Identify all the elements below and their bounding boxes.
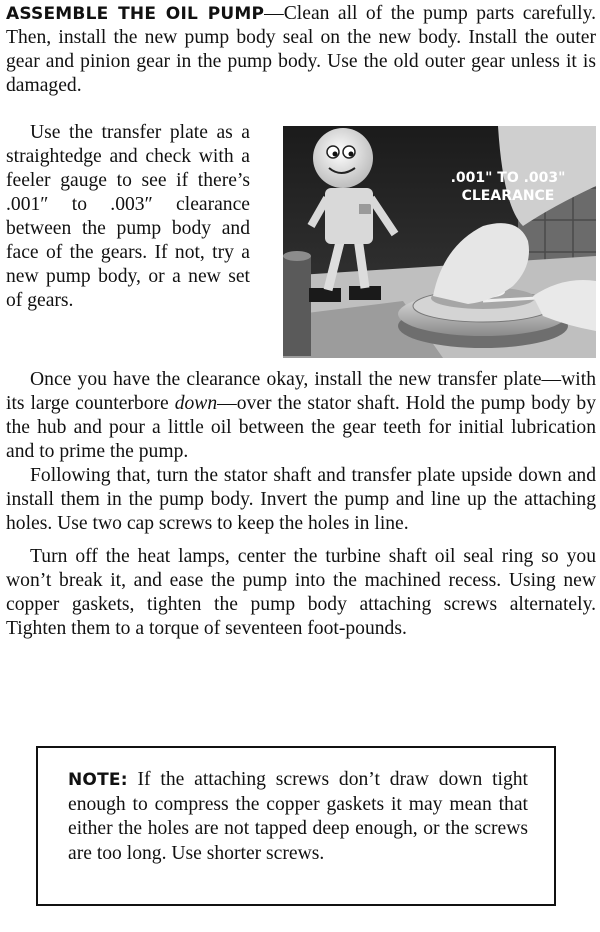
paragraph-transfer-plate xyxy=(6,368,596,464)
pump-photo xyxy=(283,126,596,358)
paragraph-heat-lamps: Turn off the heat lamps, center the turbine shaft oil seal ring so you won’t break it, and ease the pump into the machined recess. Using new copper gaskets, tighten the pump body attaching screws alternately. Tighten them to a torque of seventeen foot-pounds. xyxy=(6,546,596,639)
emphasis-down: down xyxy=(174,393,218,414)
note-box xyxy=(36,746,556,906)
side-paragraph xyxy=(6,121,250,313)
intro-paragraph xyxy=(6,2,596,98)
main-paragraphs xyxy=(6,368,596,641)
note-text xyxy=(68,768,528,866)
photo-label-measurement: .001" TO .003" xyxy=(450,170,566,186)
note-body: If the attaching screws don’t draw down tight enough to compress the copper gaskets it may mean that either the holes are not tapped deep enough, or the screws are too long. Use shorter screws. xyxy=(68,769,528,864)
paragraph-transfer-plate-text-end: —over the stator shaft. Hold the pump body by the hub and pour a little oil between the gear teeth for initial lubrication and to prime the pump. xyxy=(6,393,596,462)
note-label: NOTE: xyxy=(68,770,128,790)
photo-label-clearance: CLEARANCE xyxy=(461,188,555,204)
intro-text: —Clean all of the pump parts carefully. Then, install the new pump body seal on the new body. Install the outer gear and pinion gear in the pump body. Use the old outer gear unless it is damaged. xyxy=(6,3,596,96)
paragraph-stator-shaft: Following that, turn the stator shaft and transfer plate upside down and install them in the pump body. Invert the pump and line up the attaching holes. Use two cap screws to keep the holes in line. xyxy=(6,465,596,534)
side-paragraph-text: Use the transfer plate as a straightedge and check with a feeler gauge to see if there’s .001″ to .003″ clearance between the pump body and face of the gears. If not, try a new pump body, or a new set of gears. xyxy=(6,122,250,311)
paragraph-transfer-plate-text: Once you have the clearance okay, install the new transfer plate—with its large counterbore xyxy=(6,369,596,414)
section-heading: ASSEMBLE THE OIL PUMP xyxy=(6,4,265,24)
pump-photo-illustration xyxy=(283,126,596,358)
